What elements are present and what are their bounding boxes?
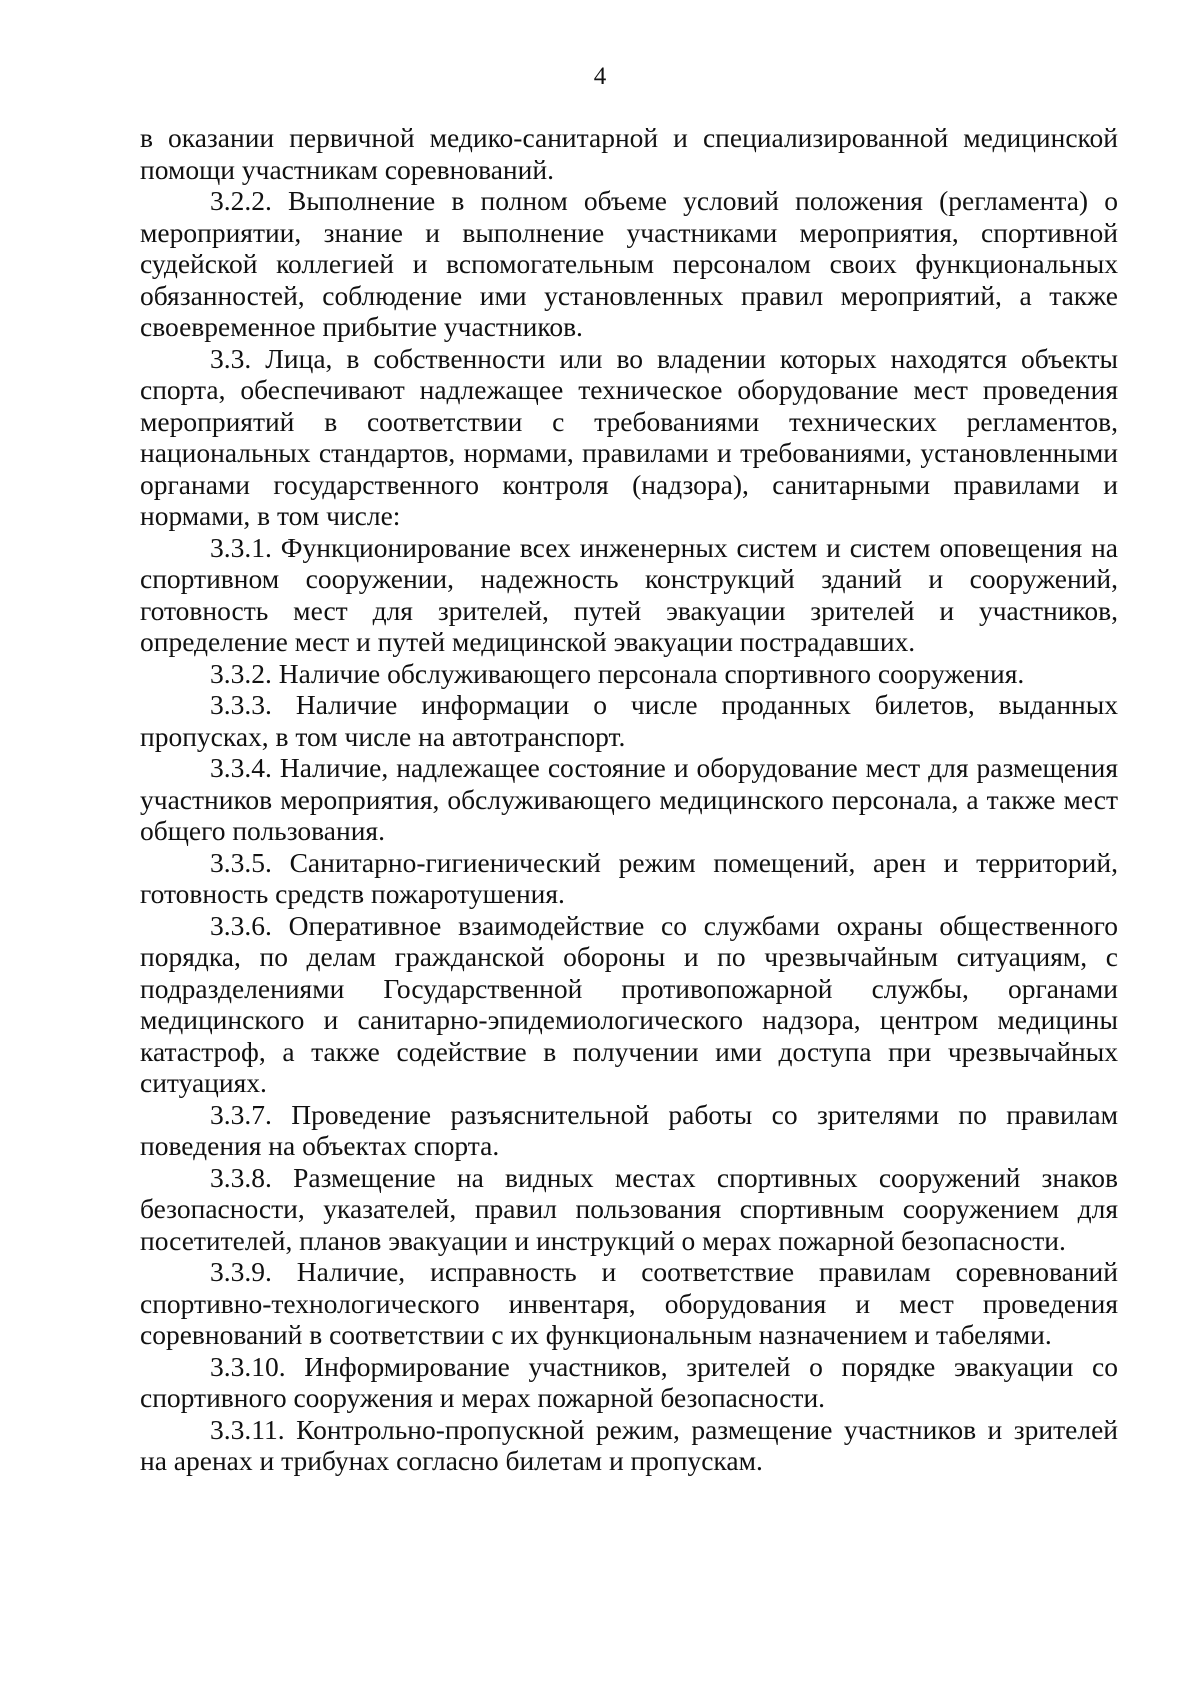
paragraph: 3.3.10. Информирование участников, зрителей о порядке эвакуации со спортивного сооружения и мерах пожарной безопасности. — [140, 1350, 1118, 1413]
paragraph: 3.2.2. Выполнение в полном объеме условий положения (регламента) о мероприятии, знание и выполнение участниками мероприятия, спортивной судейской коллегией и вспомогательным персоналом своих функциональных обязанностей, соблюдение ими установленных правил мероприятий, а также своевременное прибытие участников. — [140, 185, 1118, 342]
paragraph: 3.3.2. Наличие обслуживающего персонала спортивного сооружения. — [210, 657, 1025, 689]
paragraph: 3.3.3. Наличие информации о числе проданных билетов, выданных пропусках, в том числе на автотранспорт. — [140, 689, 1118, 752]
paragraph: 3.3.9. Наличие, исправность и соответствие правилам соревнований спортивно-технологического инвентаря, оборудования и мест проведения соревнований в соответствии с их функциональным назначением и табелями. — [140, 1256, 1118, 1350]
paragraph: 3.3.11. Контрольно-пропускной режим, размещение участников и зрителей на аренах и трибунах согласно билетам и пропускам. — [140, 1413, 1118, 1476]
page-number: 4 — [593, 63, 607, 90]
paragraph: 3.3.8. Размещение на видных местах спортивных сооружений знаков безопасности, указателей, правил пользования спортивным сооружением для посетителей, планов эвакуации и инструкций о мерах пожарной безопасности. — [140, 1161, 1118, 1256]
paragraph: 3.3. Лица, в собственности или во владении которых находятся объекты спорта, обеспечивают надлежащее техническое оборудование мест проведения мероприятий в соответствии с требованиями технических регламентов, национальных стандартов, нормами, правилами и требованиями, установленными органами государственного контроля (надзора), санитарными правилами и нормами, в том числе: — [140, 342, 1118, 531]
paragraph: 3.3.4. Наличие, надлежащее состояние и оборудование мест для размещения участников мероприятия, обслуживающего медицинского персонала, а также мест общего пользования. — [140, 752, 1118, 846]
paragraph: 3.3.1. Функционирование всех инженерных систем и систем оповещения на спортивном сооружении, надежность конструкций зданий и сооружений, готовность мест для зрителей, путей эвакуации зрителей и участников, определение мест и путей медицинской эвакуации пострадавших. — [140, 531, 1118, 657]
paragraph: 3.3.5. Санитарно-гигиенический режим помещений, арен и территорий, готовность средств пожаротушения. — [140, 846, 1118, 909]
paragraph: 3.3.7. Проведение разъяснительной работы со зрителями по правилам поведения на объектах спорта. — [140, 1098, 1118, 1161]
document-body — [140, 122, 1118, 1477]
paragraph: 3.3.6. Оперативное взаимодействие со службами охраны общественного порядка, по делам гражданской обороны и по чрезвычайным ситуациям, с подразделениями Государственной противопожарной службы, органами медицинского и санитарно-эпидемиологического надзора, центром медицины катастроф, а также содействие в получении ими доступа при чрезвычайных ситуациях. — [140, 909, 1118, 1098]
paragraph: в оказании первичной медико-санитарной и специализированной медицинской помощи участникам соревнований. — [140, 122, 1118, 185]
